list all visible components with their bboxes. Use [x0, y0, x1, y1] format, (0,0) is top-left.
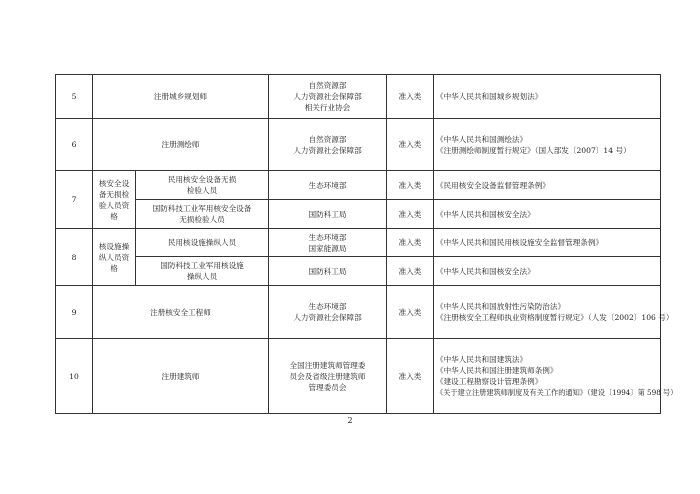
sub-qualification-name: [136, 171, 269, 200]
group-line: 核安全设: [98, 178, 130, 188]
qualification-name: 注册城乡规划师: [93, 75, 269, 119]
authority-line: 人力资源社会保障部: [293, 145, 362, 155]
group-line: 验人员资: [98, 200, 130, 210]
group-line: 格: [110, 211, 118, 221]
sub-title-line: 检验人员: [186, 186, 218, 195]
qualification-table: [55, 74, 678, 414]
category-cell: 准入类: [387, 339, 434, 414]
basis-line: 《注册测绘师制度暂行规定》（国人部发〔2007〕14 号）: [436, 145, 631, 155]
basis-line: 《中华人民共和国城乡规划法》: [436, 92, 543, 101]
basis-line: 《中华人民共和国建筑法》: [436, 355, 528, 364]
basis-cell: [434, 339, 678, 414]
group-line: 纵人员资: [98, 252, 130, 262]
authority-line: 全国注册建筑师管理委: [289, 360, 366, 370]
basis-line: 《注册核安全工程师执业资格制度暂行规定》（人发〔2002〕106 号）: [436, 313, 674, 322]
category-cell: 准入类: [387, 229, 434, 257]
authority-cell: [269, 286, 387, 339]
row-number: 10: [56, 339, 93, 414]
basis-line: 《建设工程勘察设计管理条例》: [436, 377, 543, 386]
basis-line: 《中华人民共和国放射性污染防治法》: [436, 302, 566, 311]
table-row: [56, 200, 661, 229]
authority-cell: 生态环境部: [269, 171, 387, 200]
authority-cell: [269, 75, 387, 119]
qualification-group: [93, 229, 136, 286]
group-line: 核设施操: [98, 241, 130, 251]
row-number: 6: [56, 119, 93, 171]
authority-line: 生态环境部: [308, 302, 347, 311]
group-line: 备无损检: [98, 189, 130, 199]
sub-title-line: 民用核安全设备无损: [167, 175, 237, 184]
table-row: [56, 75, 661, 119]
authority-cell: [269, 229, 387, 257]
sub-title-line: 无损检验人员: [179, 215, 225, 224]
authority-cell: 国防科工局: [269, 200, 387, 229]
page-number: 2: [347, 416, 353, 425]
row-number: 8: [56, 229, 93, 286]
authority-line: 管理委员会: [308, 382, 347, 392]
authority-line: 人力资源社会保障部: [293, 313, 362, 322]
table-row: [56, 286, 661, 339]
category-cell: 准入类: [387, 286, 434, 339]
table-row: [56, 257, 661, 286]
basis-cell: [434, 286, 674, 339]
table-row: [56, 339, 661, 414]
authority-cell: 国防科工局: [269, 257, 387, 286]
authority-line: 自然资源部: [308, 134, 347, 144]
basis-cell: 《中华人民共和国民用核设施安全监督管理条例》: [434, 229, 661, 257]
basis-line: 《关于建立注册建筑师制度及有关工作的通知》（建设〔1994〕第 598 号）: [436, 388, 678, 397]
category-cell: 准入类: [387, 257, 434, 286]
qualification-name: 注册核安全工程师: [93, 286, 269, 339]
authority-line: 自然资源部: [308, 81, 347, 90]
authority-line: 员会及省级注册建筑师: [289, 371, 366, 381]
sub-qualification-name: 民用核设施操纵人员: [136, 229, 269, 257]
authority-line: 国家能源局: [308, 243, 347, 253]
row-number: 9: [56, 286, 93, 339]
sub-qualification-name: [136, 200, 269, 229]
qualification-name: 注册测绘师: [93, 119, 269, 171]
qualification-group: [93, 171, 136, 229]
qualification-name: 注册建筑师: [93, 339, 269, 414]
sub-title-line: 国防科技工业军用核安全设备: [152, 204, 252, 213]
authority-line: 人力资源社会保障部: [293, 92, 362, 101]
group-line: 格: [110, 263, 118, 273]
authority-line: 生态环境部: [308, 232, 347, 242]
authority-cell: [269, 339, 387, 414]
basis-cell: 《中华人民共和国核安全法》: [434, 200, 661, 229]
category-cell: 准入类: [387, 75, 434, 119]
sub-qualification-name: [136, 257, 269, 286]
basis-cell: [434, 119, 661, 171]
basis-line: 《中华人民共和国测绘法》: [436, 134, 528, 144]
authority-line: 相关行业协会: [304, 103, 351, 112]
table-row: [56, 171, 661, 200]
sub-title-line: 操纵人员: [186, 272, 218, 281]
basis-cell: 《民用核安全设备监督管理条例》: [434, 171, 661, 200]
category-cell: 准入类: [387, 119, 434, 171]
row-number: 7: [56, 171, 93, 229]
table-row: [56, 229, 661, 257]
sub-title-line: 国防科技工业军用核设施: [160, 261, 244, 270]
category-cell: 准入类: [387, 171, 434, 200]
basis-cell: [434, 75, 661, 119]
category-cell: 准入类: [387, 200, 434, 229]
row-number: 5: [56, 75, 93, 119]
basis-line: 《中华人民共和国注册建筑师条例》: [436, 366, 558, 375]
table-row: [56, 119, 661, 171]
authority-cell: [269, 119, 387, 171]
basis-cell: 《中华人民共和国核安全法》: [434, 257, 661, 286]
